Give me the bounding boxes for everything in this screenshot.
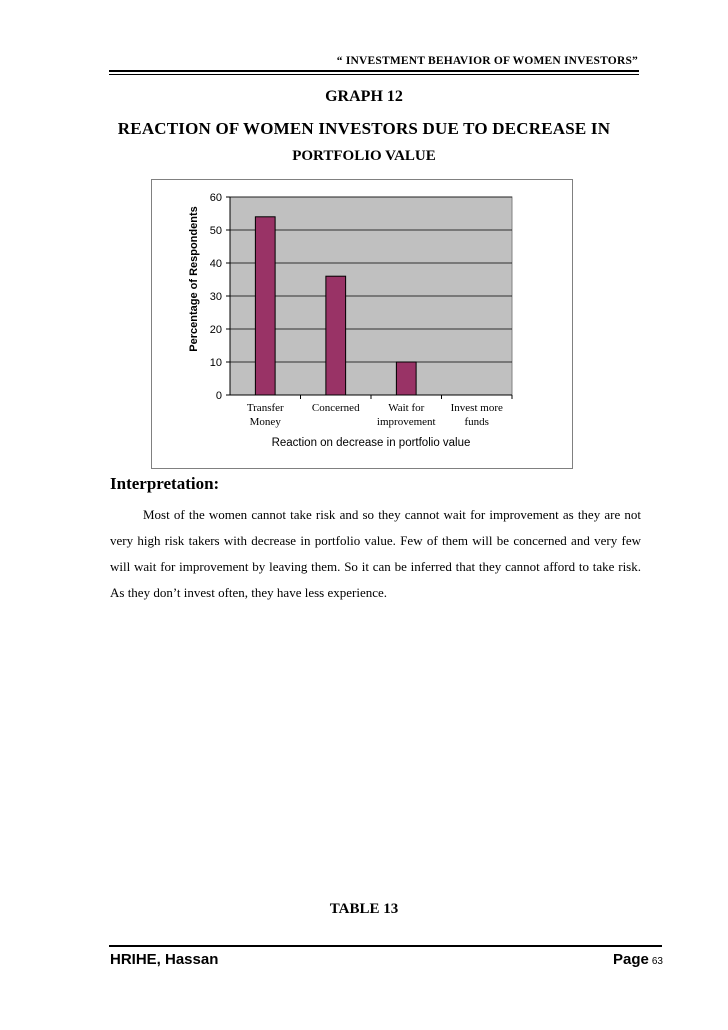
- x-tick-label: Invest more: [450, 402, 503, 414]
- graph-subtitle-line2: PORTFOLIO VALUE: [292, 148, 436, 164]
- graph-title: GRAPH 12: [325, 88, 403, 105]
- y-tick-label: 50: [209, 225, 222, 237]
- graph-subtitle-line1: REACTION OF WOMEN INVESTORS DUE TO DECREASE IN: [117, 119, 611, 138]
- y-tick-label: 10: [209, 357, 222, 369]
- footer-page-number: 63: [651, 956, 663, 967]
- y-tick-label: 0: [215, 390, 222, 402]
- y-axis-label: Percentage of Respondents: [188, 206, 200, 352]
- bar: [255, 217, 275, 395]
- y-tick-label: 60: [209, 192, 222, 204]
- x-tick-label: Wait for: [388, 402, 425, 414]
- footer-rule: [109, 945, 662, 947]
- footer-page: [560, 951, 663, 969]
- y-tick-label: 20: [209, 324, 222, 336]
- chart-frame: [151, 179, 573, 469]
- y-tick-label: 40: [209, 258, 222, 270]
- bar: [396, 362, 416, 395]
- header-rule-thin: [109, 74, 639, 75]
- table-title: TABLE 13: [329, 901, 399, 917]
- bar: [326, 276, 346, 395]
- interpretation-paragraph: Most of the women cannot take risk and so they cannot wait for improvement as they are not very high risk takers with decrease in portfolio value. Few of them will be concerned and very few will wait for improvement by leaving them. So it can be inferred that they cannot afford to take risk. As they don’t invest often, they have less experience.: [110, 507, 641, 600]
- footer-institution: HRIHE, Hassan: [110, 951, 219, 968]
- y-tick-label: 30: [209, 291, 222, 303]
- x-tick-label: Money: [249, 416, 281, 428]
- running-header: “ INVESTMENT BEHAVIOR OF WOMEN INVESTORS”: [336, 55, 638, 67]
- footer-page-label: Page: [613, 951, 649, 968]
- x-tick-label: Concerned: [311, 402, 360, 414]
- x-tick-label: Transfer: [246, 402, 284, 414]
- header-rule: [109, 70, 639, 72]
- x-tick-label: funds: [464, 416, 489, 428]
- x-tick-label: improvement: [376, 416, 436, 428]
- x-axis-label: Reaction on decrease in portfolio value: [271, 437, 471, 449]
- interpretation-heading: Interpretation:: [110, 474, 220, 493]
- bar-chart: [152, 180, 572, 468]
